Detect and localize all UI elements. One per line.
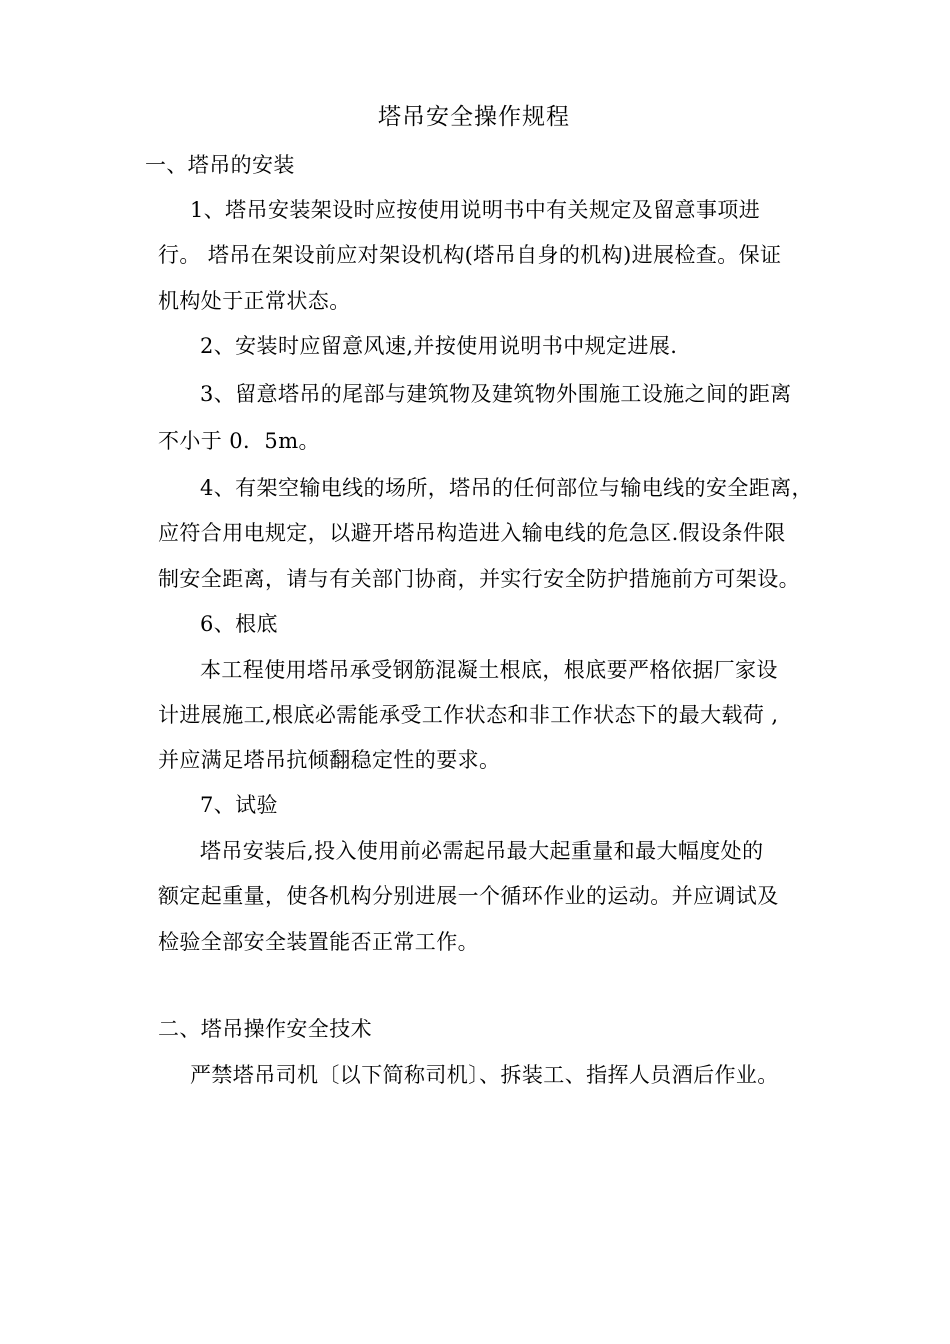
item-1-line-1: 1、塔吊安装架设时应按使用说明书中有关规定及留意事项进 [190,198,761,222]
item-7-line-1: 塔吊安装后,投入使用前必需起吊最大起重量和最大幅度处的 [200,839,764,863]
item-1-line-3: 机构处于正常状态。 [158,289,351,313]
section-2-heading: 二、塔吊操作安全技术 [158,1017,372,1041]
item-1-line-2: 行。 塔吊在架设前应对架设机构(塔吊自身的机构)进展检查。保证 [158,243,782,267]
item-6-heading: 6、根底 [200,612,278,636]
section-2-line-1: 严禁塔吊司机〔以下简称司机〕、拆装工、指挥人员酒后作业。 [190,1063,779,1087]
item-6-line-1: 本工程使用塔吊承受钢筋混凝土根底，根底要严格依据厂家设 [200,658,778,682]
item-6-line-3: 并应满足塔吊抗倾翻稳定性的要求。 [158,748,501,772]
item-2: 2、安装时应留意风速,并按使用说明书中规定进展. [200,334,678,358]
item-4-line-2: 应符合用电规定，以避开塔吊构造进入输电线的危急区.假设条件限 [158,521,786,545]
item-3-line-1: 3、留意塔吊的尾部与建筑物及建筑物外围施工设施之间的距离 [200,382,792,406]
item-7-line-3: 检验全部安全装置能否正常工作。 [158,930,479,954]
item-7-heading: 7、试验 [200,793,278,817]
document-title: 塔吊安全操作规程 [378,104,570,130]
item-4-line-3: 制安全距离，请与有关部门协商，并实行安全防护措施前方可架设。 [158,567,800,591]
item-4-line-1: 4、有架空输电线的场所，塔吊的任何部位与输电线的安全距离， [200,476,813,500]
item-3-line-2: 不小于 0．5m。 [158,429,320,453]
item-7-line-2: 额定起重量，使各机构分别进展一个循环作业的运动。并应调试及 [158,884,779,908]
item-6-line-2: 计进展施工,根底必需能承受工作状态和非工作状态下的最大载荷 , [158,703,779,727]
section-1-heading: 一、塔吊的安装 [145,153,295,177]
